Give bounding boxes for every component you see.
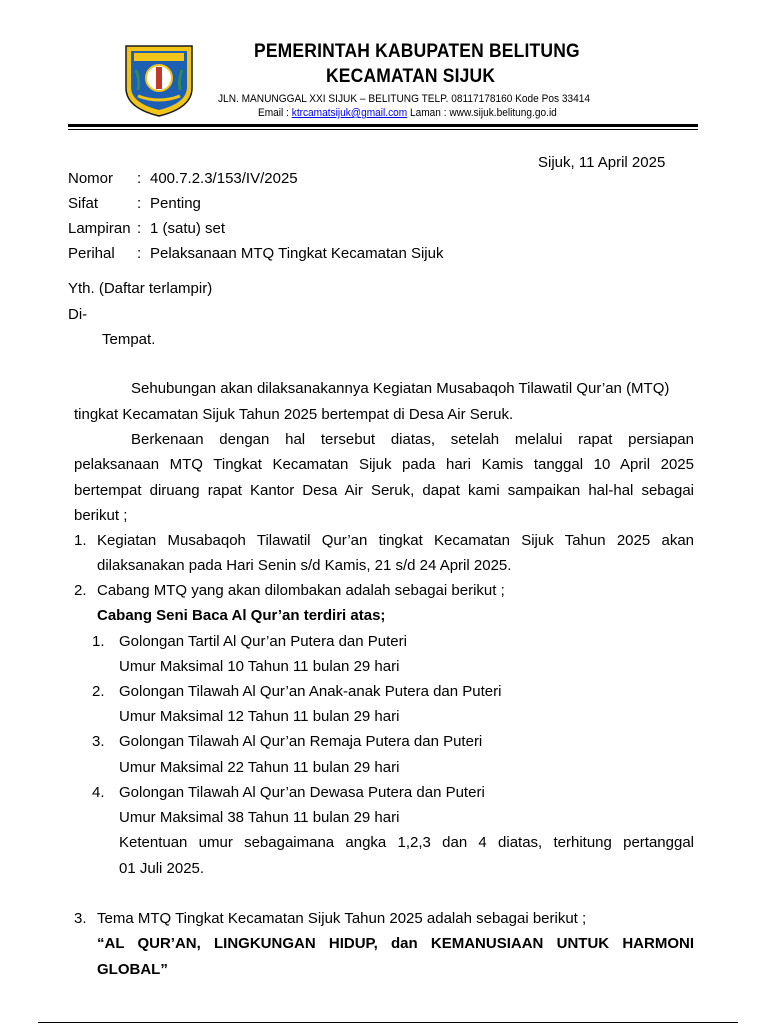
meta-nomor-sep: :	[137, 170, 142, 187]
age-note-line1: Ketentuan umur sebagaimana angka 1,2,3 dan 4 diatas, terhitung pertanggal	[119, 834, 694, 851]
item3-number: 3.	[74, 910, 87, 927]
group2-name: Golongan Tilawah Al Qur’an Anak-anak Putera dan Puteri	[119, 683, 502, 700]
meta-sifat-value: Penting	[150, 195, 201, 212]
item2-heading: Cabang Seni Baca Al Qur’an terdiri atas;	[97, 607, 386, 624]
website-text: Laman : www.sijuk.belitung.go.id	[407, 107, 557, 119]
meta-nomor-value: 400.7.2.3/153/IV/2025	[150, 170, 298, 187]
theme-line2: GLOBAL”	[97, 961, 168, 978]
group1-number: 1.	[92, 633, 105, 650]
item1-number: 1.	[74, 532, 87, 549]
para2-line4: berikut ;	[74, 507, 128, 524]
meta-perihal-sep: :	[137, 245, 142, 262]
header-address: JLN. MANUNGGAL XXI SIJUK – BELITUNG TELP. 08117178160 Kode Pos 33414	[218, 93, 591, 105]
para1-line2: tingkat Kecamatan Sijuk Tahun 2025 bertempat di Desa Air Seruk.	[74, 406, 514, 423]
meta-perihal-label: Perihal	[68, 245, 115, 262]
recipient-tempat: Tempat.	[102, 331, 156, 348]
item1-line2: dilaksanakan pada Hari Senin s/d Kamis, 21 s/d 24 April 2025.	[97, 557, 512, 574]
para1-line1: Sehubungan akan dilaksanakannya Kegiatan Musabaqoh Tilawatil Qur’an (MTQ)	[131, 380, 670, 397]
group1-age: Umur Maksimal 10 Tahun 11 bulan 29 hari	[119, 658, 400, 675]
group4-name: Golongan Tilawah Al Qur’an Dewasa Putera dan Puteri	[119, 784, 485, 801]
para2-line2: pelaksanaan MTQ Tingkat Kecamatan Sijuk pada hari Kamis tanggal 10 April 2025	[74, 456, 694, 473]
item2-text: Cabang MTQ yang akan dilombakan adalah sebagai berikut ;	[97, 582, 505, 599]
meta-lampiran-label: Lampiran	[68, 220, 131, 237]
group3-name: Golongan Tilawah Al Qur’an Remaja Putera dan Puteri	[119, 733, 483, 750]
header-government-title: PEMERINTAH KABUPATEN BELITUNG	[254, 41, 580, 62]
group2-age: Umur Maksimal 12 Tahun 11 bulan 29 hari	[119, 708, 400, 725]
meta-nomor-label: Nomor	[68, 170, 114, 187]
group4-number: 4.	[92, 784, 105, 801]
item1-line1: Kegiatan Musabaqoh Tilawatil Qur’an tingkat Kecamatan Sijuk Tahun 2025 akan	[97, 532, 694, 549]
header-contact	[258, 107, 557, 119]
header-district-title: KECAMATAN SIJUK	[326, 66, 496, 87]
item2-number: 2.	[74, 582, 87, 599]
header-divider-thick	[68, 124, 698, 127]
item3-text: Tema MTQ Tingkat Kecamatan Sijuk Tahun 2025 adalah sebagai berikut ;	[97, 910, 587, 927]
belitung-emblem-logo	[120, 40, 198, 118]
para2-line3: bertempat diruang rapat Kantor Desa Air Seruk, dapat kami sampaikan hal-hal sebagai	[74, 482, 694, 499]
page-bottom-edge	[38, 1022, 738, 1023]
meta-sifat-sep: :	[137, 195, 142, 212]
para2-line1: Berkenaan dengan hal tersebut diatas, setelah melalui rapat persiapan	[131, 431, 694, 448]
theme-line1: “AL QUR’AN, LINGKUNGAN HIDUP, dan KEMANUSIAAN UNTUK HARMONI	[97, 935, 694, 952]
meta-sifat-label: Sifat	[68, 195, 99, 212]
recipient-yth: Yth. (Daftar terlampir)	[68, 280, 213, 297]
meta-lampiran-value: 1 (satu) set	[150, 220, 226, 237]
group4-age: Umur Maksimal 38 Tahun 11 bulan 29 hari	[119, 809, 400, 826]
meta-lampiran-sep: :	[137, 220, 142, 237]
group3-number: 3.	[92, 733, 105, 750]
email-label: Email :	[258, 107, 292, 119]
recipient-di: Di-	[68, 306, 88, 323]
group1-name: Golongan Tartil Al Qur’an Putera dan Puteri	[119, 633, 407, 650]
header-divider-thin	[68, 129, 698, 130]
group2-number: 2.	[92, 683, 105, 700]
meta-perihal-value: Pelaksanaan MTQ Tingkat Kecamatan Sijuk	[150, 245, 444, 262]
age-note-line2: 01 Juli 2025.	[119, 860, 205, 877]
group3-age: Umur Maksimal 22 Tahun 11 bulan 29 hari	[119, 759, 400, 776]
email-link[interactable]: ktrcamatsijuk@gmail.com	[291, 107, 408, 119]
letter-date: Sijuk, 11 April 2025	[538, 154, 666, 171]
